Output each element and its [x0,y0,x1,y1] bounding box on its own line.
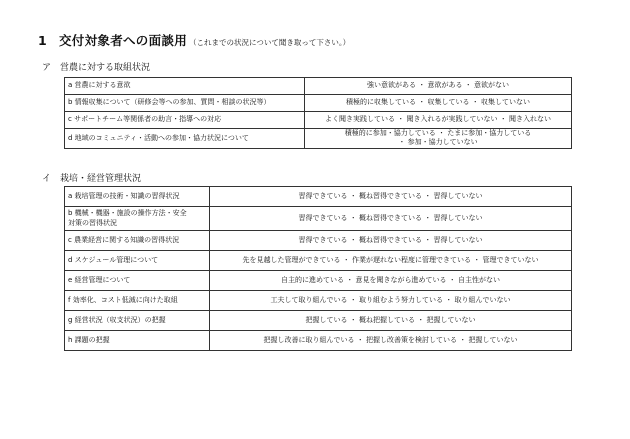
farming-efforts-table [64,77,572,149]
table-row [65,271,572,291]
row-label: a 営農に対する意欲 [65,78,305,95]
row-options: 積極的に参加・協力している ・ たまに参加・協力している ・ 参加・協力していない [305,129,572,149]
table-row [65,331,572,351]
section-b-heading [42,171,141,184]
section-a-mark: ア [42,63,52,73]
table-row [65,251,572,271]
row-label: f 効率化、コスト低減に向けた取組 [65,291,210,311]
table-row [65,311,572,331]
row-label: e 経営管理について [65,271,210,291]
row-options: 習得できている ・ 概ね習得できている ・ 習得していない [210,207,572,231]
table-row [65,207,572,231]
row-options: 習得できている ・ 概ね習得できている ・ 習得していない [210,187,572,207]
row-label: d スケジュール管理について [65,251,210,271]
row-options: 積極的に収集している ・ 収集している ・ 収集していない [305,95,572,112]
table-row [65,231,572,251]
table-row [65,78,572,95]
row-label: d 地域のコミュニティ・活動への参加・協力状況について [65,129,305,149]
title-main: 交付対象者への面談用 [59,33,188,48]
title-number: 1 [38,33,47,48]
section-b-title: 栽培・経営管理状況 [60,174,142,184]
row-options: 先を見越した管理ができている ・ 作業が遅れない程度に管理できている ・ 管理できていない [210,251,572,271]
table-row [65,112,572,129]
table-row [65,291,572,311]
row-label: c サポートチーム等関係者の助言・指導への対応 [65,112,305,129]
row-label: b 情報収集について（研修会等への参加、質問・相談の状況等） [65,95,305,112]
row-options: 自主的に進めている ・ 意見を聞きながら進めている ・ 自主性がない [210,271,572,291]
table-row [65,95,572,112]
table-row [65,129,572,149]
title-subtitle: （これまでの状況について聞き取って下さい。） [189,38,351,47]
section-a-heading [42,60,150,73]
cultivation-management-table [64,186,572,351]
row-label: b 機械・機器・施設の操作方法・安全 対策の習得状況 [65,207,210,231]
row-label: c 農業経営に関する知識の習得状況 [65,231,210,251]
row-label: a 栽培管理の技術・知識の習得状況 [65,187,210,207]
row-options: 工夫して取り組んでいる ・ 取り組むよう努力している ・ 取り組んでいない [210,291,572,311]
section-b-mark: イ [42,174,52,184]
row-options: 把握し改善に取り組んでいる ・ 把握し改善策を検討している ・ 把握していない [210,331,572,351]
row-options: 習得できている ・ 概ね習得できている ・ 習得していない [210,231,572,251]
row-label: g 経営状況（収支状況）の把握 [65,311,210,331]
row-options: 把握している ・ 概ね把握している ・ 把握していない [210,311,572,331]
section-a-title: 営農に対する取組状況 [60,63,151,73]
row-label: h 課題の把握 [65,331,210,351]
row-options: 強い意欲がある ・ 意欲がある ・ 意欲がない [305,78,572,95]
page-title [38,31,350,49]
row-options: よく聞き実践している ・ 聞き入れるが実践していない ・ 聞き入れない [305,112,572,129]
table-row [65,187,572,207]
